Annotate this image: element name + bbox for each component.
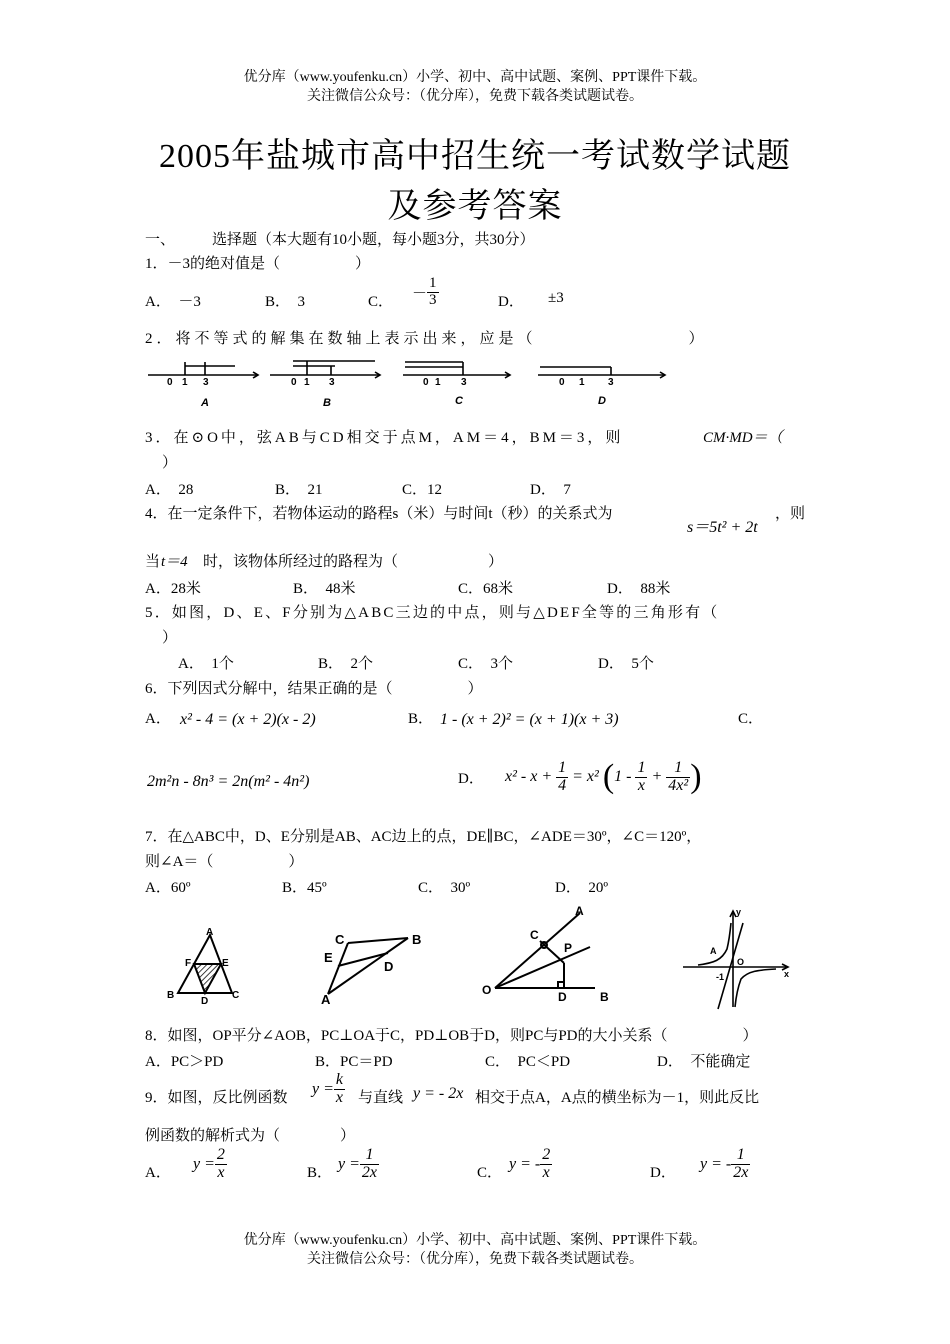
q9-option-d-expr — [700, 1147, 750, 1182]
q9-c-frac — [540, 1147, 552, 1182]
q2-c-tick-3: 3 — [461, 377, 467, 388]
q9-b-frac — [360, 1147, 379, 1182]
q5-option-c: C． 3个 — [458, 656, 514, 672]
figure-angle-bisector — [478, 905, 618, 1005]
q1-option-b: B． 3 — [265, 294, 306, 310]
q3-option-c: C．12 — [402, 482, 443, 498]
q9-d-num: 1 — [731, 1147, 750, 1165]
fig1-label-f: F — [185, 958, 192, 969]
fig1-label-e: E — [222, 958, 229, 969]
q9-function — [312, 1072, 345, 1107]
q9-option-b-expr — [338, 1147, 379, 1182]
q3-option-a: A． 28 — [145, 482, 194, 498]
footer-line-2: 关注微信公众号：（优分库），免费下载各类试题试卷。 — [307, 1252, 643, 1267]
q9-line2: 例函数的解析式为（ ） — [145, 1128, 356, 1144]
fig4-label-y: y — [736, 907, 742, 917]
q9-d-den: 2x — [733, 1163, 749, 1181]
q5-option-b: B． 2个 — [318, 656, 374, 672]
q7-stem: 7．在△ABC中，D、E分别是AB、AC边上的点，DE∥BC，∠ADE＝30º，∠C＝120º， — [145, 829, 702, 845]
q2-stem: 2．将不等式的解集在数轴上表示出来，应是（ ） — [145, 331, 708, 347]
q4-formula: s＝5t² + 2t — [687, 519, 758, 536]
title-line-2: 及参考答案 — [387, 188, 563, 225]
q9-option-a-label: A． — [145, 1165, 171, 1181]
q6-b-expr: 1 - (x + 2)² = (x + 1)(x + 3) — [440, 711, 619, 728]
q9-b-den: 2x — [361, 1163, 378, 1181]
figure-parallel-triangle — [318, 926, 430, 1006]
q9-c-den: x — [542, 1163, 550, 1181]
q9-b-eq: y = — [338, 1155, 360, 1173]
fig2-label-a: A — [321, 992, 331, 1006]
q4-option-d: D． 88米 — [607, 581, 671, 597]
q7-line2: 则∠A＝（ ） — [145, 854, 304, 870]
q6-d-f2d: x — [637, 776, 646, 794]
q5-close: ） — [162, 630, 178, 646]
fig3-label-d: D — [558, 990, 567, 1004]
q8-option-c: C． PC＜PD — [485, 1054, 571, 1070]
q1-c-sign: － — [412, 285, 428, 302]
fig1-label-c: C — [232, 990, 240, 1001]
q2-label-d: D — [598, 395, 606, 407]
q2-b-tick-1: 1 — [304, 377, 310, 388]
fig4-label-o: O — [737, 957, 745, 967]
q6-c-label: C． — [738, 711, 764, 727]
fig4-label-minus1: -1 — [716, 972, 725, 982]
q4-line2-a: 当 — [145, 554, 161, 570]
q4-option-c: C．68米 — [458, 581, 514, 597]
q6-d-f1d: 4 — [558, 776, 567, 794]
q6-d-f2n: 1 — [637, 758, 646, 776]
q9-option-a-expr — [193, 1147, 227, 1182]
q9-stem-b: 与直线 — [358, 1090, 404, 1106]
fig3-label-a: A — [575, 905, 584, 918]
q9-c-num: 2 — [542, 1146, 551, 1163]
q9-k-over-x — [334, 1072, 345, 1107]
fig2-label-b: B — [412, 932, 422, 947]
q2-label-c: C — [455, 395, 463, 407]
q2-d-tick-1: 1 — [579, 377, 585, 388]
fig1-label-a: A — [206, 927, 214, 938]
q9-option-c-expr — [509, 1147, 552, 1182]
q2-label-b: B — [323, 397, 331, 409]
fig2-label-e: E — [324, 950, 333, 965]
q4-option-a: A．28米 — [145, 581, 201, 597]
q3-close: ） — [162, 455, 178, 471]
q1-option-c: C． — [368, 294, 394, 310]
fig1-label-d: D — [201, 996, 209, 1006]
q9-d-eq: y = - — [700, 1155, 732, 1173]
title-line-1: 2005年盐城市高中招生统一考试数学试题 — [159, 138, 791, 175]
q4-line2-t: t＝4 — [161, 554, 188, 570]
q9-y-eq: y = — [312, 1080, 334, 1098]
q6-d-frac2 — [635, 760, 647, 795]
q6-d-rparen: ) — [690, 758, 702, 795]
q6-a-label: A． — [145, 711, 171, 727]
q2-a-tick-0: 0 — [167, 377, 173, 388]
q8-option-b: B．PC＝PD — [315, 1054, 393, 1070]
q9-d-frac — [731, 1147, 750, 1182]
q4-then: ，则 — [775, 506, 806, 522]
fig3-label-o: O — [482, 983, 492, 997]
q2-a-tick-3: 3 — [203, 377, 209, 388]
fig2-label-d: D — [384, 959, 394, 974]
fig1-label-b: B — [167, 990, 175, 1001]
q9-option-c-label: C． — [477, 1165, 503, 1181]
fig3-label-p: P — [564, 941, 573, 955]
q6-d-expr — [505, 758, 702, 796]
q1-stem: 1．－3的绝对值是（ ） — [145, 256, 371, 272]
q6-a-expr: x² - 4 = (x + 2)(x - 2) — [180, 711, 316, 728]
header-line-2: 关注微信公众号：（优分库），免费下载各类试题试卷。 — [307, 89, 643, 104]
q9-stem-a: 9．如图，反比例函数 — [145, 1090, 288, 1106]
section-title: 选择题（本大题有10小题，每小题3分，共30分） — [212, 232, 535, 248]
q6-d-frac3 — [666, 760, 690, 795]
q7-option-d: D． 20º — [555, 880, 608, 896]
fig2-label-c: C — [335, 932, 345, 947]
q2-b-tick-3: 3 — [329, 377, 335, 388]
q2-number-lines-figure — [145, 354, 680, 410]
q9-b-num: 1 — [360, 1147, 379, 1165]
q2-b-tick-0: 0 — [291, 377, 297, 388]
q6-b-label: B． — [408, 711, 434, 727]
q9-option-d-label: D． — [650, 1165, 676, 1181]
q7-option-c: C． 30º — [418, 880, 471, 896]
q2-d-tick-3: 3 — [608, 377, 614, 388]
section-number: 一、 — [145, 232, 176, 248]
q8-option-d: D． 不能确定 — [657, 1054, 751, 1070]
q5-stem: 5．如图，D、E、F分别为△ABC三边的中点，则与△DEF全等的三角形有（ — [145, 605, 720, 621]
q4-stem: 4．在一定条件下，若物体运动的路程s（米）与时间t（秒）的关系式为 — [145, 506, 613, 522]
q6-d-lparen: ( — [602, 758, 615, 795]
q9-a-den: x — [217, 1163, 225, 1181]
q3-expr: CM·MD＝（ — [703, 430, 783, 446]
q1-c-den: 3 — [429, 291, 437, 308]
q5-option-d: D． 5个 — [598, 656, 654, 672]
q1-option-c-value — [412, 276, 439, 309]
q9-stem-c: 相交于点A，A点的横坐标为－1，则此反比 — [475, 1090, 760, 1106]
q1-c-num: 1 — [429, 275, 437, 291]
q9-a-eq: y = — [193, 1155, 215, 1173]
q6-d-mid: = x² — [572, 768, 599, 785]
q9-line-eq: y = - 2x — [413, 1085, 464, 1102]
q6-d-in1: 1 - — [614, 768, 632, 785]
q9-option-b-label: B． — [307, 1165, 333, 1181]
q1-option-a: A． －3 — [145, 294, 201, 310]
q7-option-a: A．60º — [145, 880, 191, 896]
q8-stem: 8．如图，OP平分∠AOB，PC⊥OA于C，PD⊥OB于D，则PC与PD的大小关系（ ） — [145, 1028, 758, 1044]
q4-option-b: B． 48米 — [293, 581, 356, 597]
q2-d-tick-0: 0 — [559, 377, 565, 388]
q9-k: k — [335, 1071, 344, 1088]
figure-triangle-midpoints — [160, 926, 245, 1006]
q9-x: x — [335, 1088, 344, 1106]
q3-stem: 3．在⊙O中，弦AB与CD相交于点M，AM＝4，BM＝3，则 — [145, 430, 624, 446]
q8-option-a: A．PC＞PD — [145, 1054, 224, 1070]
q9-c-eq: y = - — [509, 1155, 541, 1173]
q2-c-tick-1: 1 — [435, 377, 441, 388]
q2-c-tick-0: 0 — [423, 377, 429, 388]
fig4-label-a: A — [710, 946, 717, 956]
q6-d-left: x² - x + — [505, 768, 553, 785]
q6-d-plus: + — [651, 768, 663, 785]
footer-line-1: 优分库（www.youfenku.cn）小学、初中、高中试题、案例、PPT课件下载。 — [243, 1233, 707, 1248]
q2-a-tick-1: 1 — [182, 377, 188, 388]
fig3-label-b: B — [600, 990, 609, 1004]
q6-d-f3d: 4x² — [668, 776, 689, 794]
q6-d-f3n: 1 — [666, 760, 690, 778]
q9-a-frac — [215, 1147, 227, 1182]
q2-label-a: A — [201, 397, 209, 409]
q6-c-expr: 2m²n - 8n³ = 2n(m² - 4n²) — [147, 773, 310, 790]
q9-a-num: 2 — [216, 1146, 225, 1163]
header-line-1: 优分库（www.youfenku.cn）小学、初中、高中试题、案例、PPT课件下载。 — [243, 70, 707, 85]
q1-c-fraction — [427, 276, 439, 309]
fig4-label-x: x — [784, 969, 790, 979]
q7-option-b: B．45º — [282, 880, 327, 896]
q6-d-f1n: 1 — [558, 758, 567, 776]
fig3-label-c: C — [530, 928, 539, 942]
q4-line2-c: 时，该物体所经过的路程为（ ） — [203, 554, 504, 570]
q3-option-d: D． 7 — [530, 482, 571, 498]
q5-option-a: A． 1个 — [178, 656, 234, 672]
q6-stem: 6．下列因式分解中，结果正确的是（ ） — [145, 681, 483, 697]
figure-hyperbola — [678, 903, 793, 1013]
q1-option-d-value: ±3 — [548, 290, 564, 306]
q6-d-frac1 — [556, 760, 568, 795]
q3-option-b: B． 21 — [275, 482, 323, 498]
q6-d-label: D． — [458, 771, 484, 787]
q1-option-d: D． — [498, 294, 524, 310]
